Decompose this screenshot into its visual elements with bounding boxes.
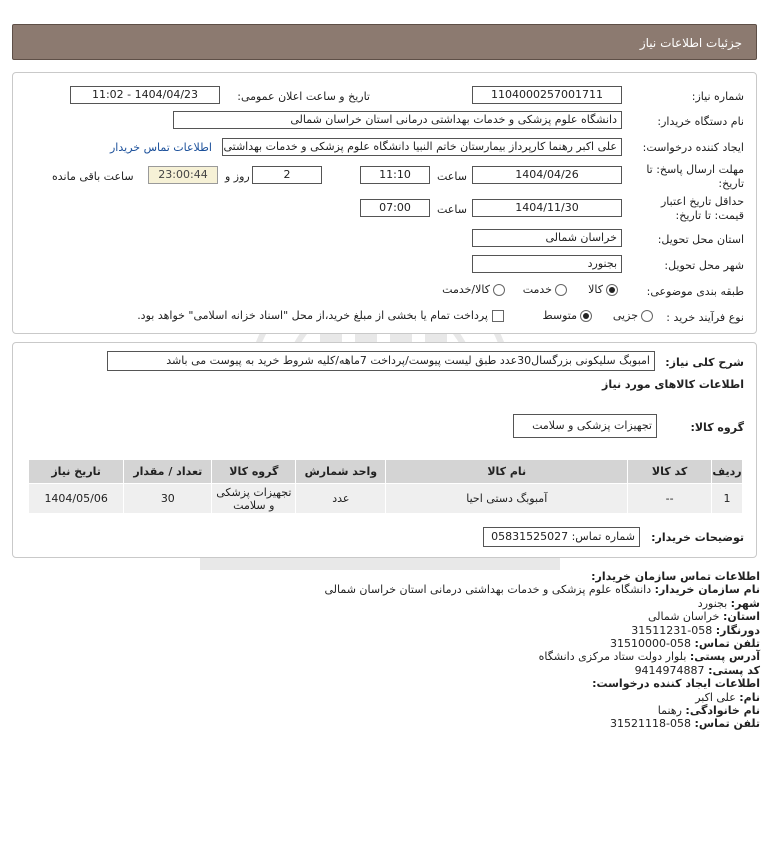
contact-org-line: نام سازمان خریدار: دانشگاه علوم پزشکی و خدمات بهداشتی درمانی استان خراسان شمالی [324,583,760,597]
radio-icon[interactable] [555,284,567,296]
buyer-notes-field[interactable]: شماره تماس: 05831525027 [483,527,640,547]
city-field[interactable]: بجنورد [472,255,622,273]
process-type-label: نوع فرآیند خرید : [666,311,744,324]
cell-goods-group: تجهیزات پزشکی و سلامت [212,484,296,514]
announce-label: تاریخ و ساعت اعلان عمومی: [237,90,370,103]
price-validity-label-2: قیمت: تا تاریخ: [675,209,744,222]
need-number-label: شماره نیاز: [691,90,744,103]
category-option-service[interactable]: خدمت [523,283,567,296]
creator-phone-line: تلفن تماس: 058-31521118 [610,717,760,731]
radio-icon[interactable] [493,284,505,296]
buyer-contact-link[interactable]: اطلاعات تماس خریدار [110,141,212,154]
remaining-time-field: 23:00:44 [148,166,218,184]
goods-info-title: اطلاعات کالاهای مورد نیاز [602,378,744,391]
category-option-goods-service[interactable]: کالا/خدمت [442,283,505,296]
province-label: استان محل تحویل: [657,233,744,246]
col-need-date: تاریخ نیاز [29,460,124,484]
reply-deadline-label-2: تاریخ: [718,177,744,190]
page-title: جزئیات اطلاعات نیاز [639,36,742,50]
description-field[interactable]: امبوبگ سلیکونی بزرگسال30عدد طبق لیست پیوست/پرداخت 7ماهه/کلیه شروط خرید به پیوست می باشد [107,351,655,371]
buyer-notes-label: توضیحات خریدار: [651,531,744,544]
contact-fax-line: دورنگار: 058-31511231 [631,623,760,637]
buyer-org-label: نام دستگاه خریدار: [657,115,744,128]
need-number-field[interactable]: 1104000257001711 [472,86,622,104]
cell-unit: عدد [296,484,386,514]
cell-row-number: 1 [712,484,743,514]
goods-group-field[interactable]: تجهیزات پزشکی و سلامت [513,414,657,438]
buyer-org-field[interactable]: دانشگاه علوم پزشکی و خدمات بهداشتی درمانی استان خراسان شمالی [173,111,622,129]
creator-last-name-line: نام خانوادگی: رهنما [657,704,760,718]
treasury-checkbox[interactable]: پرداخت تمام یا بخشی از مبلغ خرید،از محل "اسناد خزانه اسلامی" خواهد بود. [137,309,504,322]
col-row-number: ردیف [712,460,743,484]
contact-city-line: شهر: بجنورد [697,596,760,610]
category-label: طبقه بندی موضوعی: [646,285,744,298]
contact-phone-line: تلفن تماس: 058-31510000 [610,637,760,651]
checkbox-icon[interactable] [492,310,504,322]
need-details-panel [12,342,757,558]
validity-time-label: ساعت [437,203,467,216]
contact-info-section [10,570,760,731]
remaining-time-label: ساعت باقی مانده [52,170,134,183]
contact-postal-line: کد پستی: 9414974887 [634,663,760,677]
announce-datetime-field[interactable]: 1404/04/23 - 11:02 [70,86,220,104]
reply-date-field[interactable]: 1404/04/26 [472,166,622,184]
table-header-row [29,460,743,484]
radio-selected-icon[interactable] [580,310,592,322]
requester-field[interactable]: علی اکبر رهنما کارپرداز بیمارستان خاتم النبیا دانشگاه علوم پزشکی و خدمات بهداشتی [222,138,622,156]
creator-first-name-line: نام: علی اکبر [695,690,760,704]
col-quantity: تعداد / مقدار [124,460,212,484]
col-unit: واحد شمارش [296,460,386,484]
validity-date-field[interactable]: 1404/11/30 [472,199,622,217]
contact-address-line: آدرس پستی: بلوار دولت ستاد مرکزی دانشگاه [538,650,760,664]
cell-goods-code: -- [628,484,712,514]
reply-time-field[interactable]: 11:10 [360,166,430,184]
price-validity-label: حداقل تاریخ اعتبار [660,195,744,208]
radio-selected-icon[interactable] [606,284,618,296]
process-option-minor[interactable]: جزیی [613,309,653,322]
cell-need-date: 1404/05/06 [29,484,124,514]
goods-table [28,459,743,514]
reply-time-label: ساعت [437,170,467,183]
days-field[interactable]: 2 [252,166,322,184]
description-label: شرح کلی نیاز: [665,356,744,369]
page-header [12,24,757,60]
days-label: روز و [225,170,250,183]
goods-group-label: گروه کالا: [690,421,744,434]
creator-title: اطلاعات ایجاد کننده درخواست: [592,677,760,691]
city-label: شهر محل تحویل: [664,259,744,272]
reply-deadline-label: مهلت ارسال پاسخ: تا [646,163,744,176]
validity-time-field[interactable]: 07:00 [360,199,430,217]
contact-title: اطلاعات تماس سازمان خریدار: [591,570,760,583]
col-goods-code: کد کالا [628,460,712,484]
radio-icon[interactable] [641,310,653,322]
cell-quantity: 30 [124,484,212,514]
process-option-medium[interactable]: متوسط [542,309,592,322]
contact-province-line: استان: خراسان شمالی [647,610,760,624]
col-goods-group: گروه کالا [212,460,296,484]
category-option-goods[interactable]: کالا [588,283,618,296]
table-row[interactable] [29,484,743,514]
province-field[interactable]: خراسان شمالی [472,229,622,247]
cell-goods-name: آمبوبگ دستی احیا [386,484,628,514]
requester-label: ایجاد کننده درخواست: [642,141,744,154]
col-goods-name: نام کالا [386,460,628,484]
